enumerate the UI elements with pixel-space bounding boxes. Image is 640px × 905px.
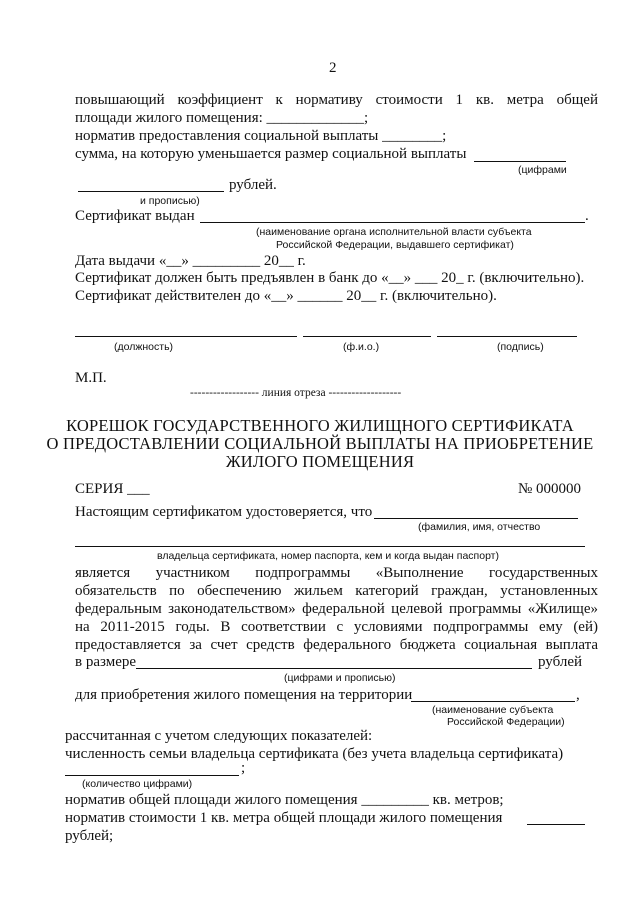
territory-hint-2: Российской Федерации): [447, 716, 565, 728]
stub-title-3: ЖИЛОГО ПОМЕЩЕНИЯ: [225, 452, 415, 471]
bank-deadline: Сертификат должен быть предъявлен в банк до «__» ___ 20_ г. (включительно).: [75, 270, 585, 286]
stub-title-2: О ПРЕДОСТАВЛЕНИИ СОЦИАЛЬНОЙ ВЫПЛАТЫ НА ПРИОБРЕТЕНИЕ: [46, 434, 594, 453]
certificate-number: № 000000: [518, 481, 582, 497]
position-hint: (должность): [114, 341, 174, 353]
cut-line: ------------------ линия отреза -------------------: [190, 387, 402, 399]
cost-unit: рублей;: [65, 828, 114, 844]
territory-hint-1: (наименование субъекта: [432, 704, 554, 716]
digits-hint: (цифрами: [518, 164, 567, 176]
paragraph-line-1: является участником подпрограммы «Выполнение государственных: [75, 565, 598, 581]
cost-norm: норматив стоимости 1 кв. метра общей площади жилого помещения: [65, 810, 503, 826]
stub-title-1: КОРЕШОК ГОСУДАРСТВЕННОГО ЖИЛИЩНОГО СЕРТИФИКАТА: [66, 416, 574, 435]
territory-blank[interactable]: [411, 701, 575, 702]
name-blank[interactable]: [303, 336, 431, 337]
norm-line: норматив предоставления социальной выплаты ________;: [75, 128, 447, 144]
position-blank[interactable]: [75, 336, 297, 337]
family-blank[interactable]: [65, 775, 239, 776]
owner-name-blank[interactable]: [374, 518, 578, 519]
reduction-line: сумма, на которую уменьшается размер социальной выплаты: [75, 146, 467, 162]
signature-hint: (подпись): [497, 341, 544, 353]
signature-blank[interactable]: [437, 336, 577, 337]
family-semicolon: ;: [241, 760, 246, 776]
words-hint: и прописью): [140, 195, 200, 207]
issue-date: Дата выдачи «__» _________ 20__ г.: [75, 253, 306, 269]
certify-label: Настоящим сертификатом удостоверяется, что: [75, 504, 373, 520]
issued-hint-2: Российской Федерации, выдавшего сертификат): [276, 239, 514, 251]
territory-comma: ,: [576, 687, 580, 703]
cost-blank[interactable]: [527, 824, 585, 825]
territory-label: для приобретения жилого помещения на территории: [75, 687, 413, 703]
area-line: площади жилого помещения: _____________;: [75, 110, 369, 126]
paragraph-line-3: федеральным законодательством» федеральной целевой программы «Жилище»: [75, 601, 598, 617]
amount-hint: (цифрами и прописью): [284, 672, 396, 684]
certify-hint: (фамилия, имя, отчество: [418, 521, 541, 533]
coefficient-line: повышающий коэффициент к нормативу стоимости 1 кв. метра общей: [75, 92, 598, 108]
issued-blank[interactable]: [200, 222, 585, 223]
page-number: 2: [329, 60, 337, 76]
paragraph-line-4: на 2011-2015 годы. В соответствии с условиями подпрограммы ему (ей): [75, 619, 598, 635]
issued-hint-1: (наименование органа исполнительной власти субъекта: [256, 226, 532, 238]
amount-unit: рублей: [538, 654, 583, 670]
validity: Сертификат действителен до «__» ______ 20__ г. (включительно).: [75, 288, 497, 304]
owner-passport-blank[interactable]: [75, 546, 585, 547]
amount-label: в размере: [75, 654, 137, 670]
series-label: СЕРИЯ ___: [75, 481, 150, 497]
rubles-label: рублей.: [229, 177, 277, 193]
rubles-blank[interactable]: [78, 191, 224, 192]
paragraph-line-2: обязательств по обеспечению жильем категорий граждан, установленных: [75, 583, 598, 599]
family-hint: (количество цифрами): [82, 778, 193, 790]
paragraph-line-5: предоставляется за счет средств федерального бюджета социальная выплата: [75, 637, 598, 653]
name-hint: (ф.и.о.): [343, 341, 380, 353]
issued-label: Сертификат выдан: [75, 208, 195, 224]
family-label: численность семьи владельца сертификата (без учета владельца сертификата): [65, 746, 564, 762]
owner-hint: владельца сертификата, номер паспорта, кем и когда выдан паспорт): [157, 550, 499, 562]
amount-blank[interactable]: [136, 668, 532, 669]
stamp-place: М.П.: [75, 370, 107, 386]
reduction-blank[interactable]: [474, 161, 566, 162]
calc-label: рассчитанная с учетом следующих показателей:: [65, 728, 373, 744]
area-norm: норматив общей площади жилого помещения _________ кв. метров;: [65, 792, 504, 808]
